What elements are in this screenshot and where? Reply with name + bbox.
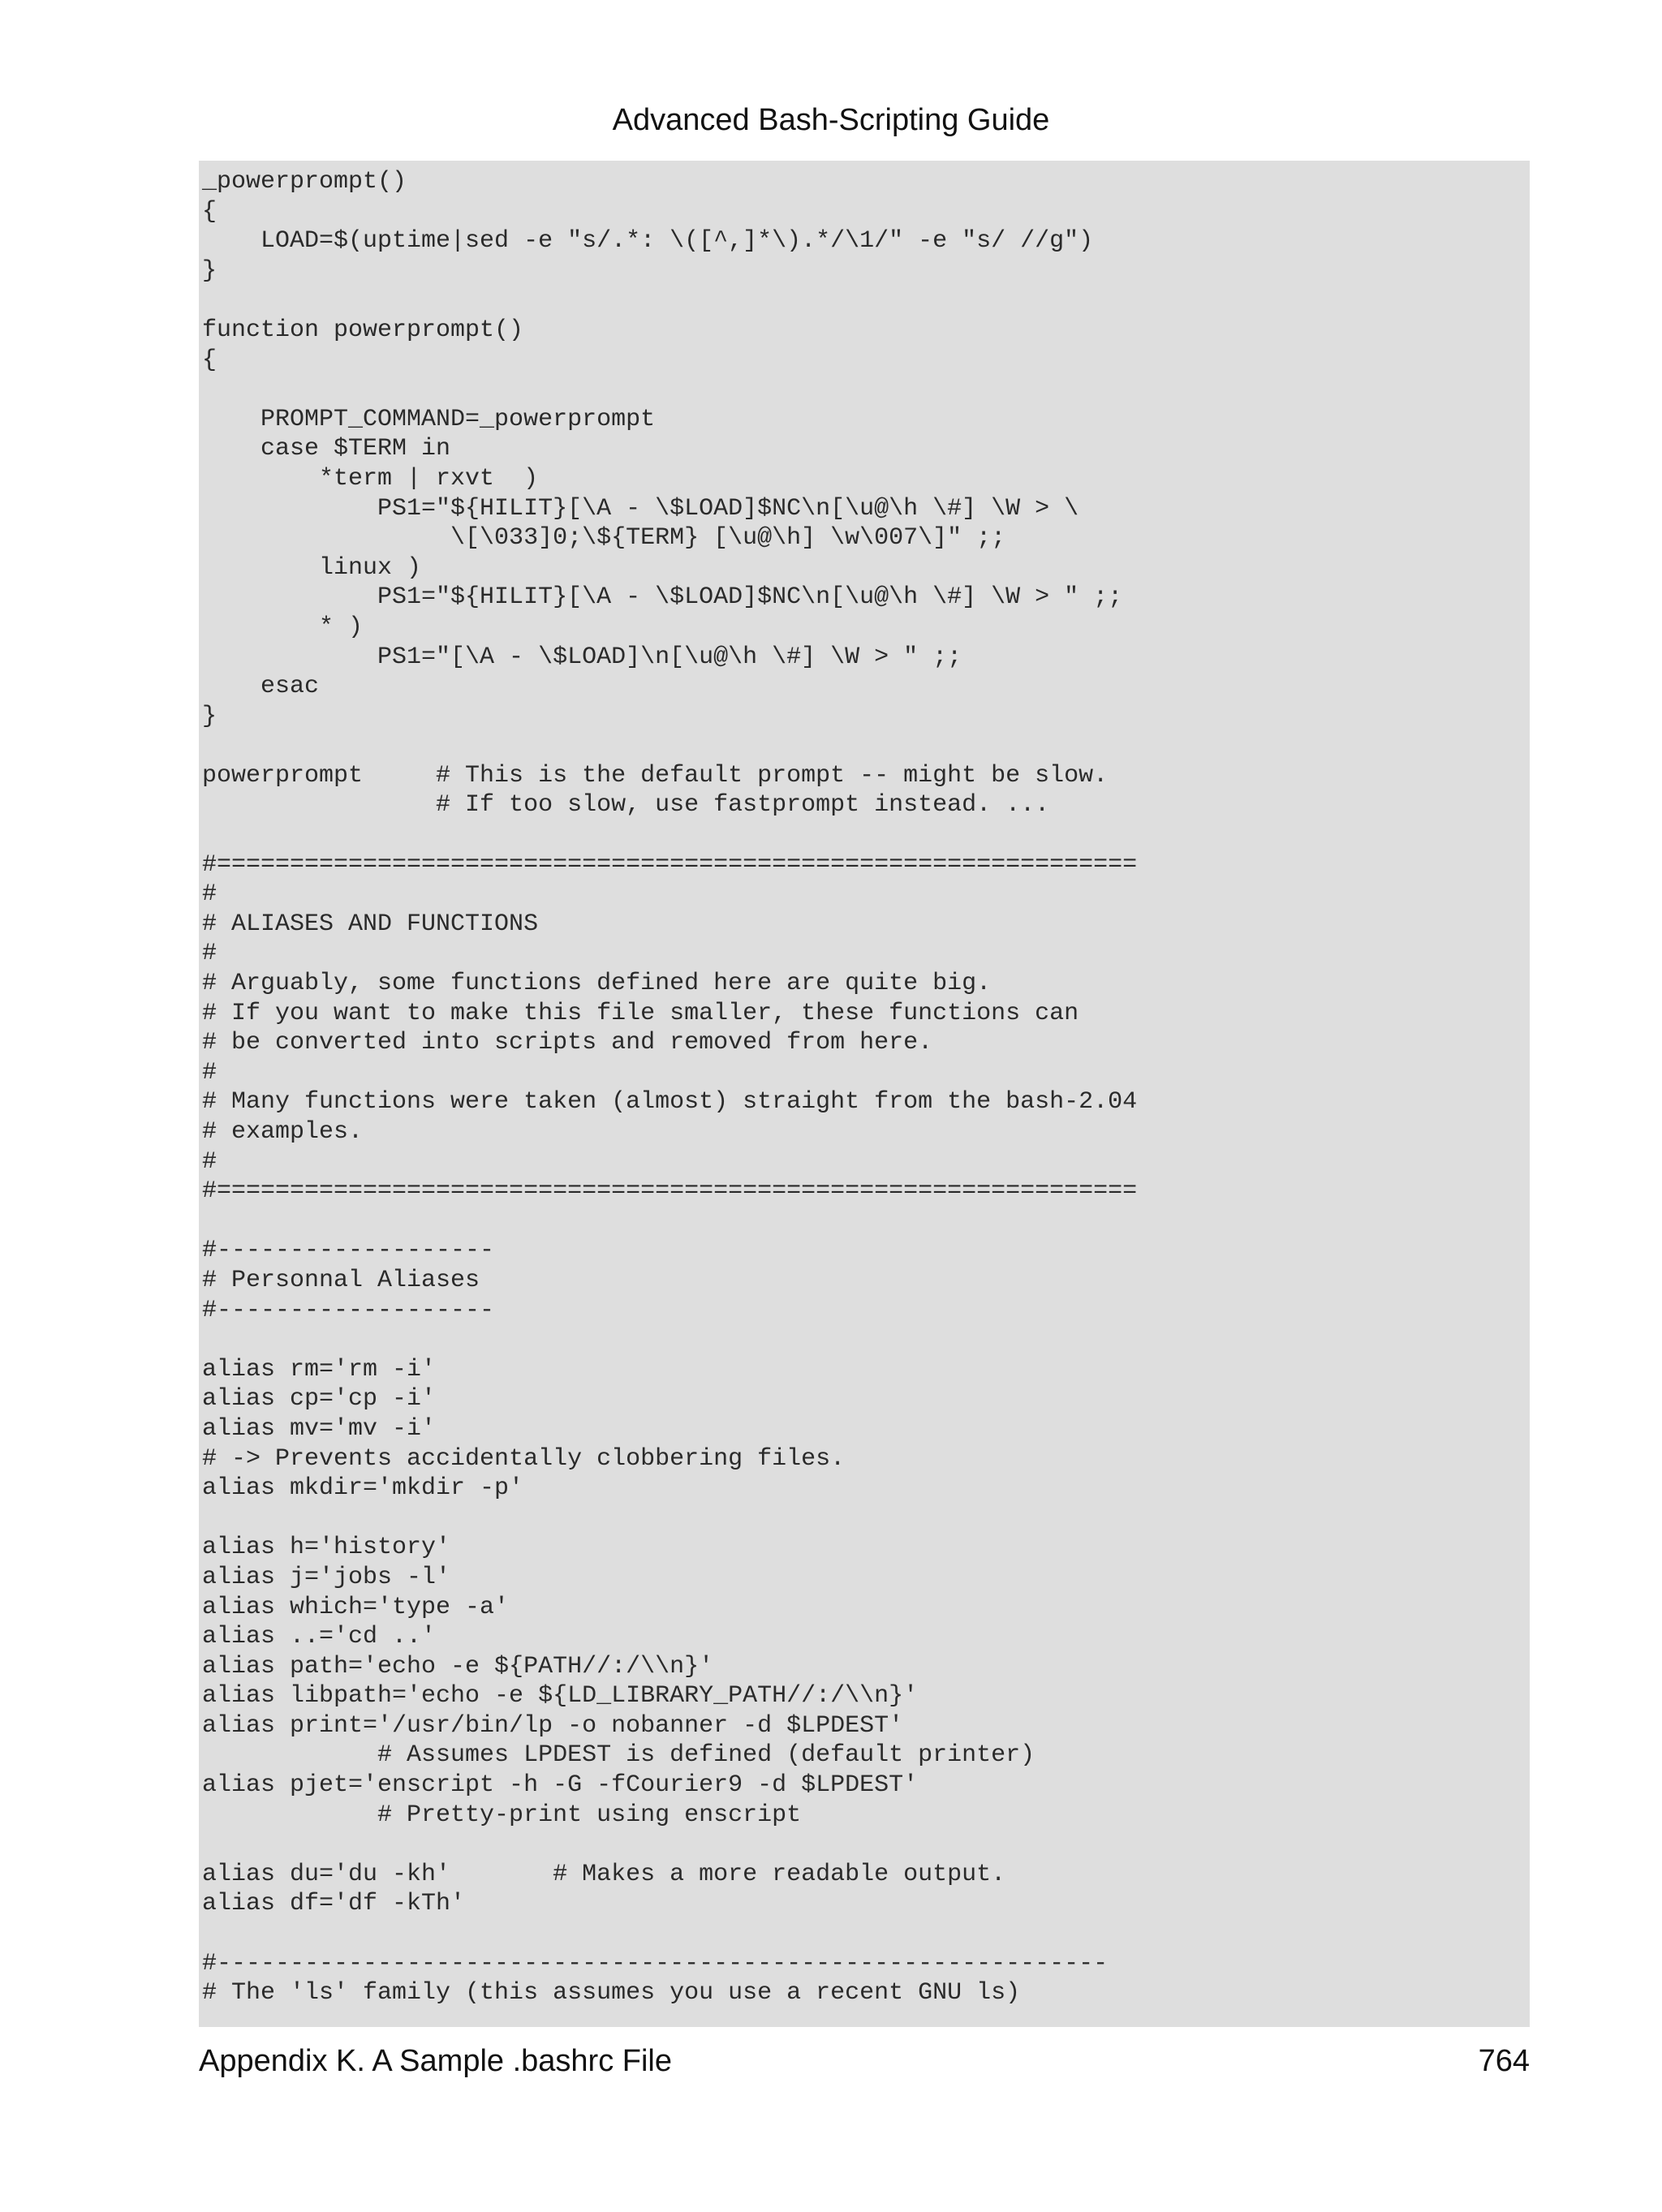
footer-chapter-title: Appendix K. A Sample .bashrc File [199,2044,672,2078]
code-listing [199,161,1530,2027]
page-header-title: Advanced Bash-Scripting Guide [612,103,1050,137]
code-text: _powerprompt() { LOAD=$(uptime|sed -e "s/.*: \([^,]*\).*/\1/" -e "s/ //g") } function powerprompt() { PROMPT_COMMAND=_powerprompt case $TERM in *term | rxvt ) PS1="${HILIT}[\A - \$LOAD]$NC\n[\u@\h \#] \W > \ \[\033]0;\${TERM} [\u@\h] \w\007\]" ;; linux ) PS1="${HILIT}[\A - \$LOAD]$NC\n[\u@\h \#] \W > " ;; * ) PS1="[\A - \$LOAD]\n[\u@\h \#] \W > " ;; esac } powerprompt # This is the default prompt -- might be slow. # If too slow, use fastprompt instead. ... #=============================================================== # # ALIASES AND FUNCTIONS # # Arguably, some functions defined here are quite big. # If you want to make this file smaller, these functions can # be converted into scripts and removed from here. # # Many functions were taken (almost) straight from the bash-2.04 # examples. # #=============================================================== #------------------- # Personnal Aliases #------------------- alias rm='rm -i' alias cp='cp -i' alias mv='mv -i' # -> Prevents accidentally clobbering files. alias mkdir='mkdir -p' alias h='history' alias j='jobs -l' alias which='type -a' alias ..='cd ..' alias path='echo -e ${PATH//:/\\n}' alias libpath='echo -e ${LD_LIBRARY_PATH//:/\\n}' alias print='/usr/bin/lp -o nobanner -d $LPDEST' # Assumes LPDEST is defined (default printer) alias pjet='enscript -h -G -fCourier9 -d $LPDEST' # Pretty-print using enscript alias du='du -kh' # Makes a more readable output. alias df='df -kTh' #------------------------------------------------------------- # The 'ls' family (this assumes you use a recent GNU ls) [202,168,1138,2008]
footer-page-number: 764 [1478,2044,1530,2078]
